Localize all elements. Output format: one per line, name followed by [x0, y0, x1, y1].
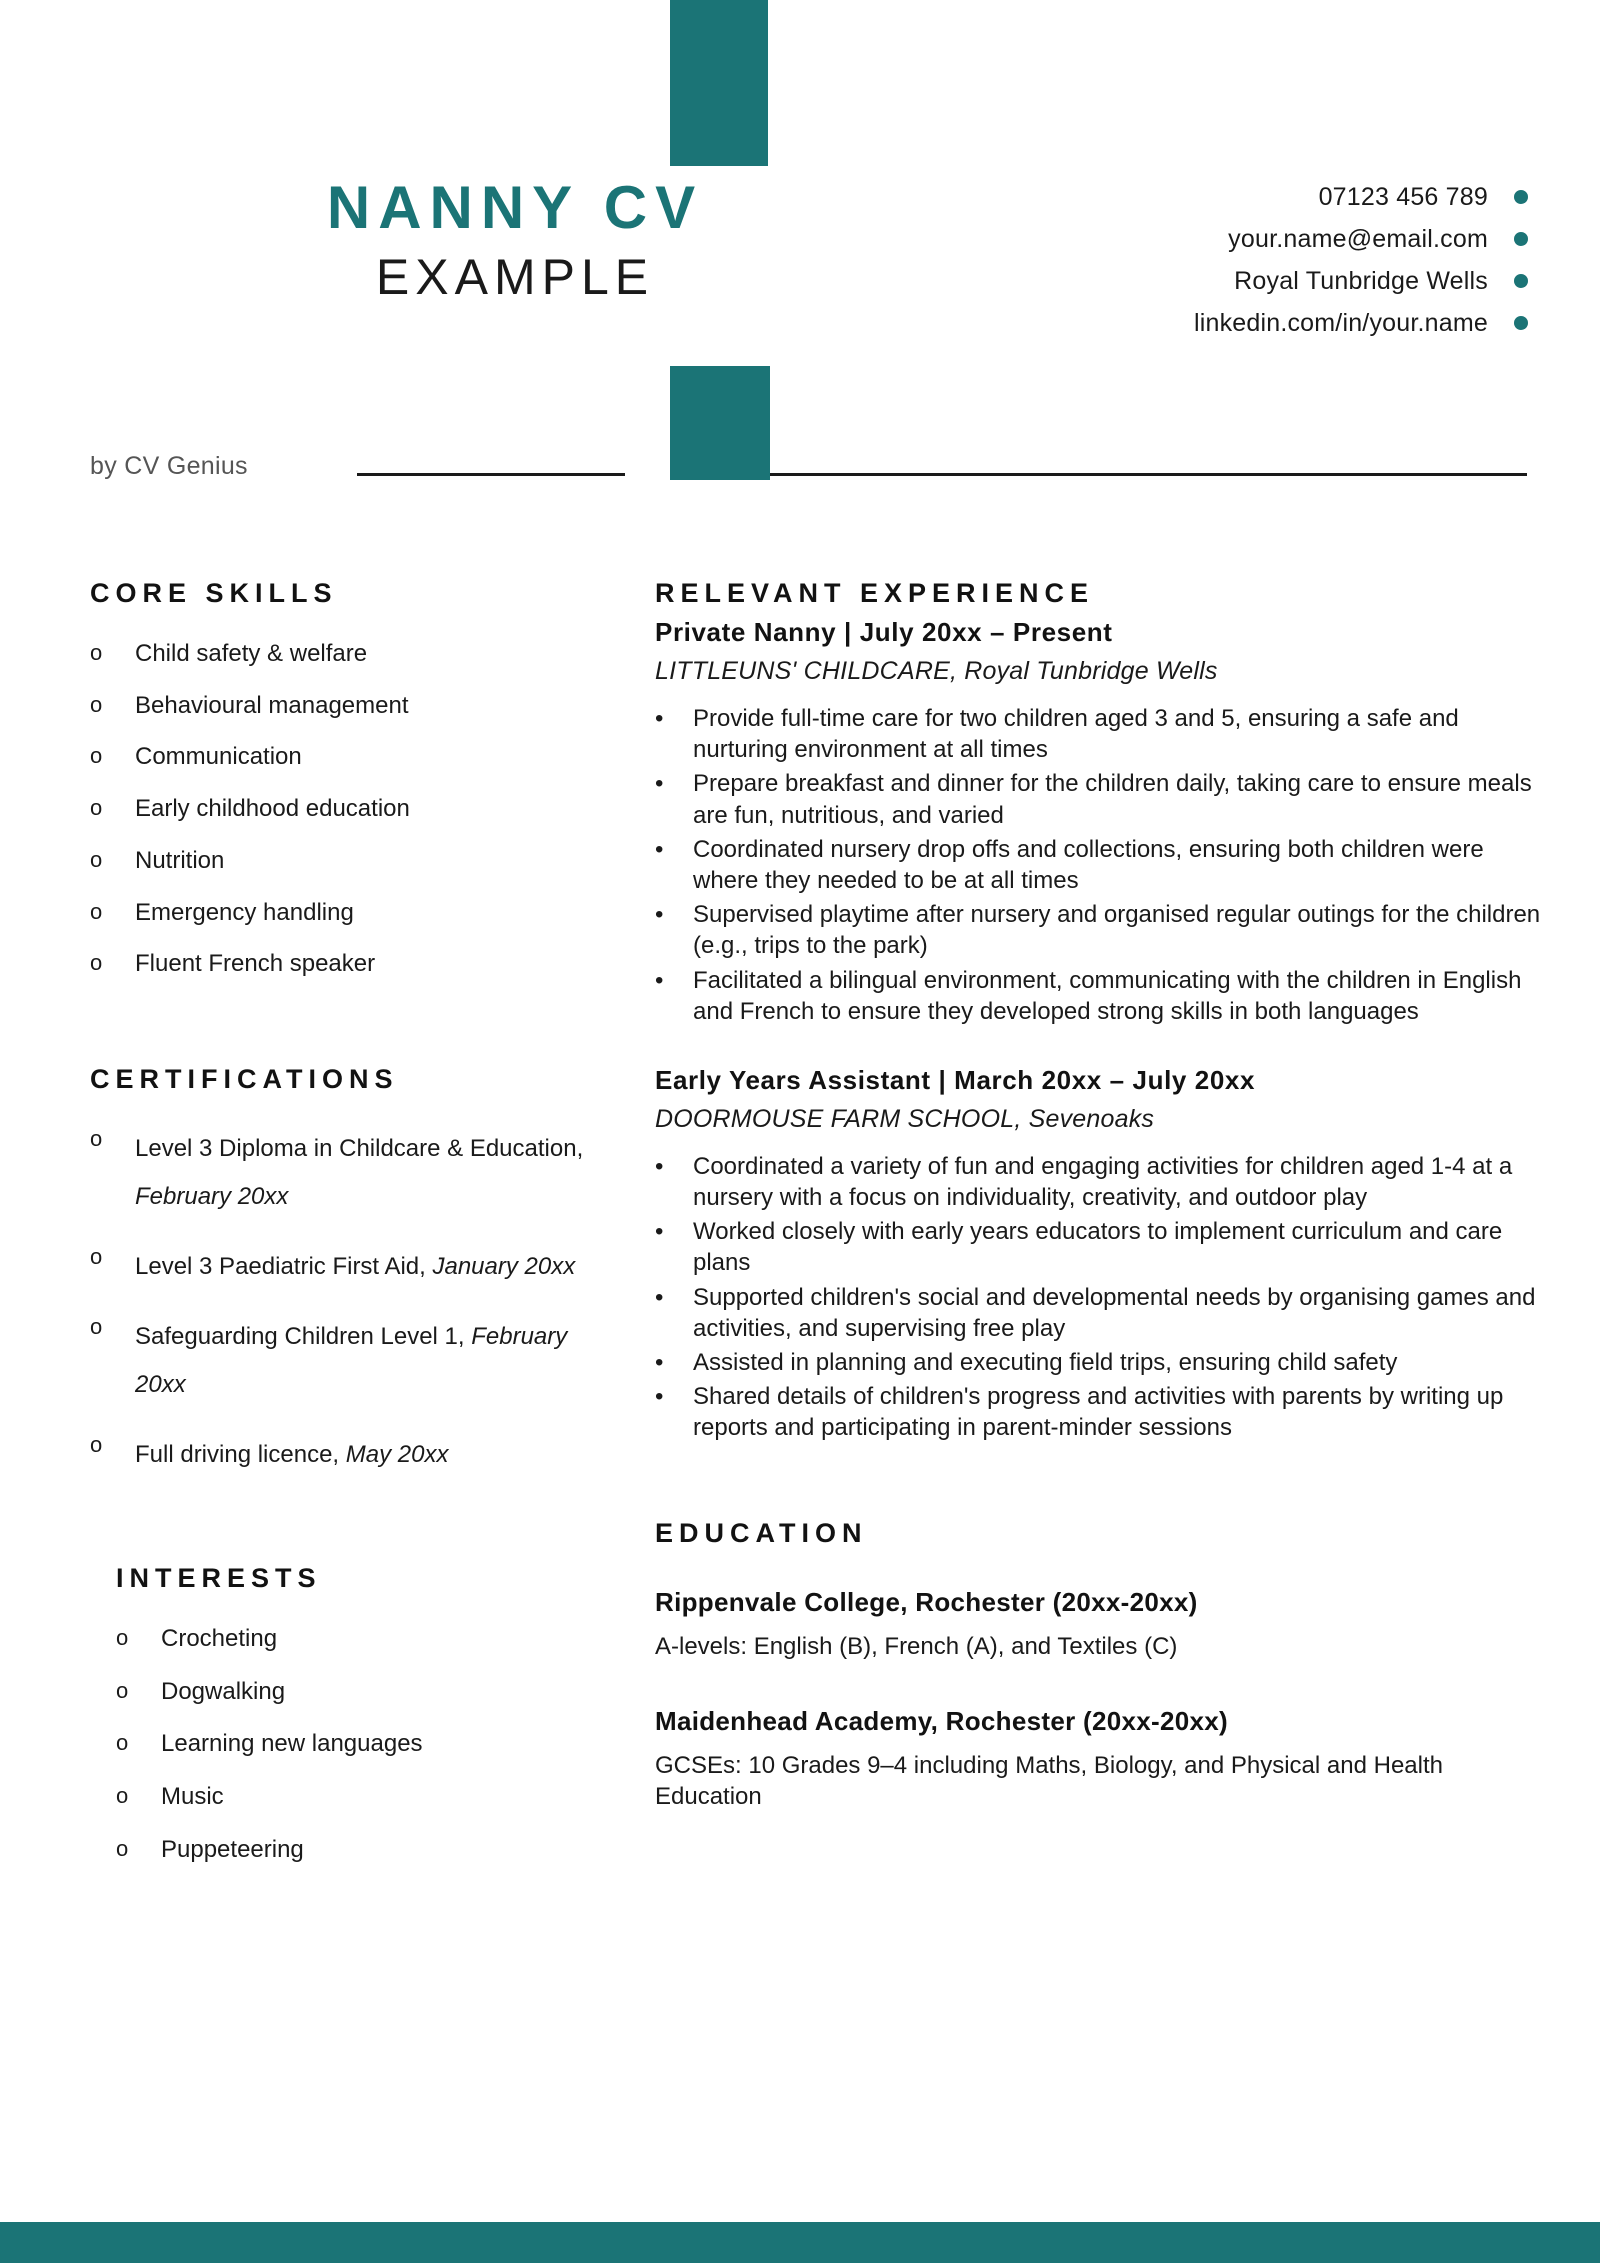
- job-bullet-text: Supervised playtime after nursery and organised regular outings for the children (e.g., trips to the park): [693, 901, 1541, 960]
- job-bullet-text: Coordinated nursery drop offs and collections, ensuring both children were where they needed to be at all times: [693, 835, 1484, 894]
- teal-accent-block-middle: [670, 366, 770, 480]
- contact-item-email[interactable]: [828, 218, 1528, 260]
- list-item: [90, 1431, 600, 1479]
- list-item: [116, 1782, 600, 1813]
- core-skill-label: Child safety & welfare: [135, 640, 368, 667]
- certification-date: January 20xx: [432, 1253, 576, 1281]
- certification-entry: [135, 1243, 600, 1291]
- email-dot-icon: [1514, 232, 1528, 246]
- interest-label: Puppeteering: [161, 1835, 304, 1863]
- core-skill-label: Early childhood education: [135, 795, 410, 823]
- linkedin-dot-icon: [1514, 316, 1528, 330]
- certification-name: Level 3 Diploma in Childcare & Education,: [135, 1135, 584, 1163]
- circle-marker-icon: o: [116, 1730, 129, 1756]
- core-skill-label: Communication: [135, 743, 302, 771]
- job-bullet-list: [655, 1151, 1545, 1444]
- page-subtitle: EXAMPLE: [375, 249, 655, 305]
- bullet-dot-icon: •: [655, 770, 664, 798]
- header-divider-left: [357, 473, 625, 476]
- list-item: [655, 834, 1545, 896]
- page-title: NANNY CV: [326, 174, 704, 241]
- circle-marker-icon: o: [90, 1314, 103, 1340]
- education-school: Rippenvale College, Rochester (20xx-20xx): [655, 1586, 1198, 1617]
- section-heading-experience: RELEVANT EXPERIENCE: [655, 578, 1095, 608]
- list-item: [90, 691, 600, 722]
- bullet-dot-icon: •: [655, 835, 664, 863]
- interest-label: Crocheting: [161, 1625, 278, 1653]
- certifications-section: [90, 1064, 600, 1479]
- list-item: [90, 898, 600, 929]
- list-item: [116, 1677, 600, 1708]
- circle-marker-icon: o: [90, 846, 103, 872]
- certification-name: Level 3 Paediatric First Aid,: [135, 1253, 426, 1281]
- section-heading-interests: INTERESTS: [116, 1563, 322, 1594]
- job-bullet-list: [655, 703, 1545, 1027]
- list-item: [655, 1347, 1545, 1378]
- education-detail: A-levels: English (B), French (A), and Textiles (C): [655, 1632, 1178, 1660]
- job-bullet-text: Shared details of children's progress and activities with parents by writing up reports and participating in parent-minder sessions: [693, 1383, 1504, 1442]
- job-bullet-text: Coordinated a variety of fun and engaging activities for children aged 1-4 at a nursery with a focus on individuality, creativity, and outdoor play: [693, 1152, 1513, 1212]
- circle-marker-icon: o: [90, 1432, 103, 1458]
- bullet-dot-icon: •: [655, 1383, 664, 1411]
- job-title: Private Nanny | July 20xx – Present: [655, 617, 1113, 647]
- left-column: [90, 578, 600, 1888]
- list-item: [655, 965, 1545, 1027]
- bullet-dot-icon: •: [655, 705, 664, 732]
- certification-name: Safeguarding Children Level 1,: [135, 1323, 465, 1351]
- header-divider-right: [770, 473, 1527, 476]
- certification-entry: [135, 1313, 600, 1409]
- job-bullet-text: Worked closely with early years educators to implement curriculum and care plans: [693, 1218, 1503, 1277]
- footer-accent-bar: [0, 2222, 1600, 2263]
- education-entry-1: [655, 1587, 1545, 1662]
- list-item: [655, 1381, 1545, 1443]
- section-heading-education: EDUCATION: [655, 1517, 868, 1548]
- bullet-dot-icon: •: [655, 901, 664, 929]
- list-item: [90, 1313, 600, 1409]
- contact-location-text: Royal Tunbridge Wells: [1234, 266, 1488, 295]
- section-heading-core-skills: CORE SKILLS: [90, 578, 338, 608]
- byline: by CV Genius: [90, 452, 248, 480]
- contact-linkedin-text: linkedin.com/in/your.name: [1193, 308, 1488, 337]
- interests-list: [116, 1624, 600, 1866]
- certification-entry: [135, 1125, 600, 1221]
- list-item: [90, 949, 600, 980]
- job-title: Early Years Assistant | March 20xx – July 20xx: [655, 1064, 1256, 1095]
- cv-title-group: [255, 174, 775, 309]
- interest-label: Music: [161, 1783, 224, 1811]
- job-company: LITTLEUNS' CHILDCARE, Royal Tunbridge Wells: [655, 657, 1218, 685]
- teal-accent-block-top: [670, 0, 768, 166]
- list-item: [655, 1151, 1545, 1213]
- contact-item-linkedin[interactable]: [828, 302, 1528, 344]
- list-item: [116, 1624, 600, 1655]
- list-item: [90, 1125, 600, 1221]
- list-item: [655, 1282, 1545, 1344]
- certification-date: February 20xx: [135, 1183, 289, 1211]
- core-skill-label: Emergency handling: [135, 898, 354, 926]
- list-item: [90, 1243, 600, 1291]
- contact-list: [828, 176, 1528, 344]
- job-bullet-text: Assisted in planning and executing field trips, ensuring child safety: [693, 1349, 1398, 1376]
- contact-email-text: your.name@email.com: [1228, 224, 1488, 253]
- circle-marker-icon: o: [90, 743, 103, 769]
- job-company: DOORMOUSE FARM SCHOOL, Sevenoaks: [655, 1104, 1155, 1133]
- bullet-dot-icon: •: [655, 966, 664, 994]
- circle-marker-icon: o: [90, 950, 103, 976]
- job-bullet-text: Supported children's social and developmental needs by organising games and activities, and supervising free play: [693, 1283, 1536, 1342]
- bullet-dot-icon: •: [655, 1349, 664, 1376]
- circle-marker-icon: o: [116, 1625, 129, 1651]
- contact-item-location[interactable]: [828, 260, 1528, 302]
- interest-label: Dogwalking: [161, 1677, 286, 1705]
- list-item: [655, 703, 1545, 765]
- certification-entry: [135, 1431, 600, 1479]
- job-bullet-text: Provide full-time care for two children aged 3 and 5, ensuring a safe and nurturing environment at all times: [693, 705, 1459, 764]
- job-bullet-text: Prepare breakfast and dinner for the children daily, taking care to ensure meals are fun, nutritious, and varied: [693, 770, 1532, 829]
- circle-marker-icon: o: [90, 795, 103, 821]
- phone-dot-icon: [1514, 190, 1528, 204]
- contact-phone-text: 07123 456 789: [1318, 182, 1488, 211]
- circle-marker-icon: o: [90, 691, 103, 717]
- circle-marker-icon: o: [90, 1244, 103, 1270]
- bullet-dot-icon: •: [655, 1152, 664, 1180]
- circle-marker-icon: o: [116, 1783, 129, 1809]
- right-column: [655, 578, 1545, 1812]
- list-item: [116, 1835, 600, 1866]
- education-entry-2: [655, 1706, 1545, 1812]
- interest-label: Learning new languages: [161, 1730, 423, 1758]
- job-bullet-text: Facilitated a bilingual environment, communicating with the children in English and French to ensure they developed strong skills in both languages: [693, 966, 1522, 1025]
- list-item: [655, 768, 1545, 830]
- core-skill-label: Fluent French speaker: [135, 950, 376, 978]
- education-school: Maidenhead Academy, Rochester (20xx-20xx): [655, 1705, 1228, 1736]
- certifications-list: [90, 1125, 600, 1479]
- circle-marker-icon: o: [90, 1126, 103, 1152]
- circle-marker-icon: o: [90, 898, 103, 924]
- core-skill-label: Behavioural management: [135, 691, 409, 719]
- bullet-dot-icon: •: [655, 1218, 664, 1246]
- experience-entry-1: [655, 617, 1545, 1027]
- interests-section: [90, 1563, 600, 1866]
- bullet-dot-icon: •: [655, 1283, 664, 1311]
- certification-date: February 20xx: [135, 1323, 568, 1399]
- experience-entry-2: [655, 1065, 1545, 1444]
- education-detail: GCSEs: 10 Grades 9–4 including Maths, Biology, and Physical and Health Education: [655, 1751, 1443, 1810]
- list-item: [116, 1729, 600, 1760]
- location-dot-icon: [1514, 274, 1528, 288]
- core-skills-list: [90, 639, 600, 980]
- list-item: [90, 794, 600, 825]
- list-item: [90, 846, 600, 877]
- certification-name: Full driving licence,: [135, 1441, 340, 1469]
- section-heading-certifications: CERTIFICATIONS: [90, 1064, 399, 1095]
- list-item: [90, 639, 600, 670]
- core-skill-label: Nutrition: [135, 846, 225, 874]
- certification-date: May 20xx: [345, 1441, 449, 1469]
- list-item: [655, 1216, 1545, 1278]
- circle-marker-icon: o: [90, 640, 103, 665]
- circle-marker-icon: o: [116, 1835, 129, 1861]
- circle-marker-icon: o: [116, 1677, 129, 1703]
- list-item: [655, 899, 1545, 961]
- list-item: [90, 742, 600, 773]
- contact-item-phone[interactable]: [828, 176, 1528, 218]
